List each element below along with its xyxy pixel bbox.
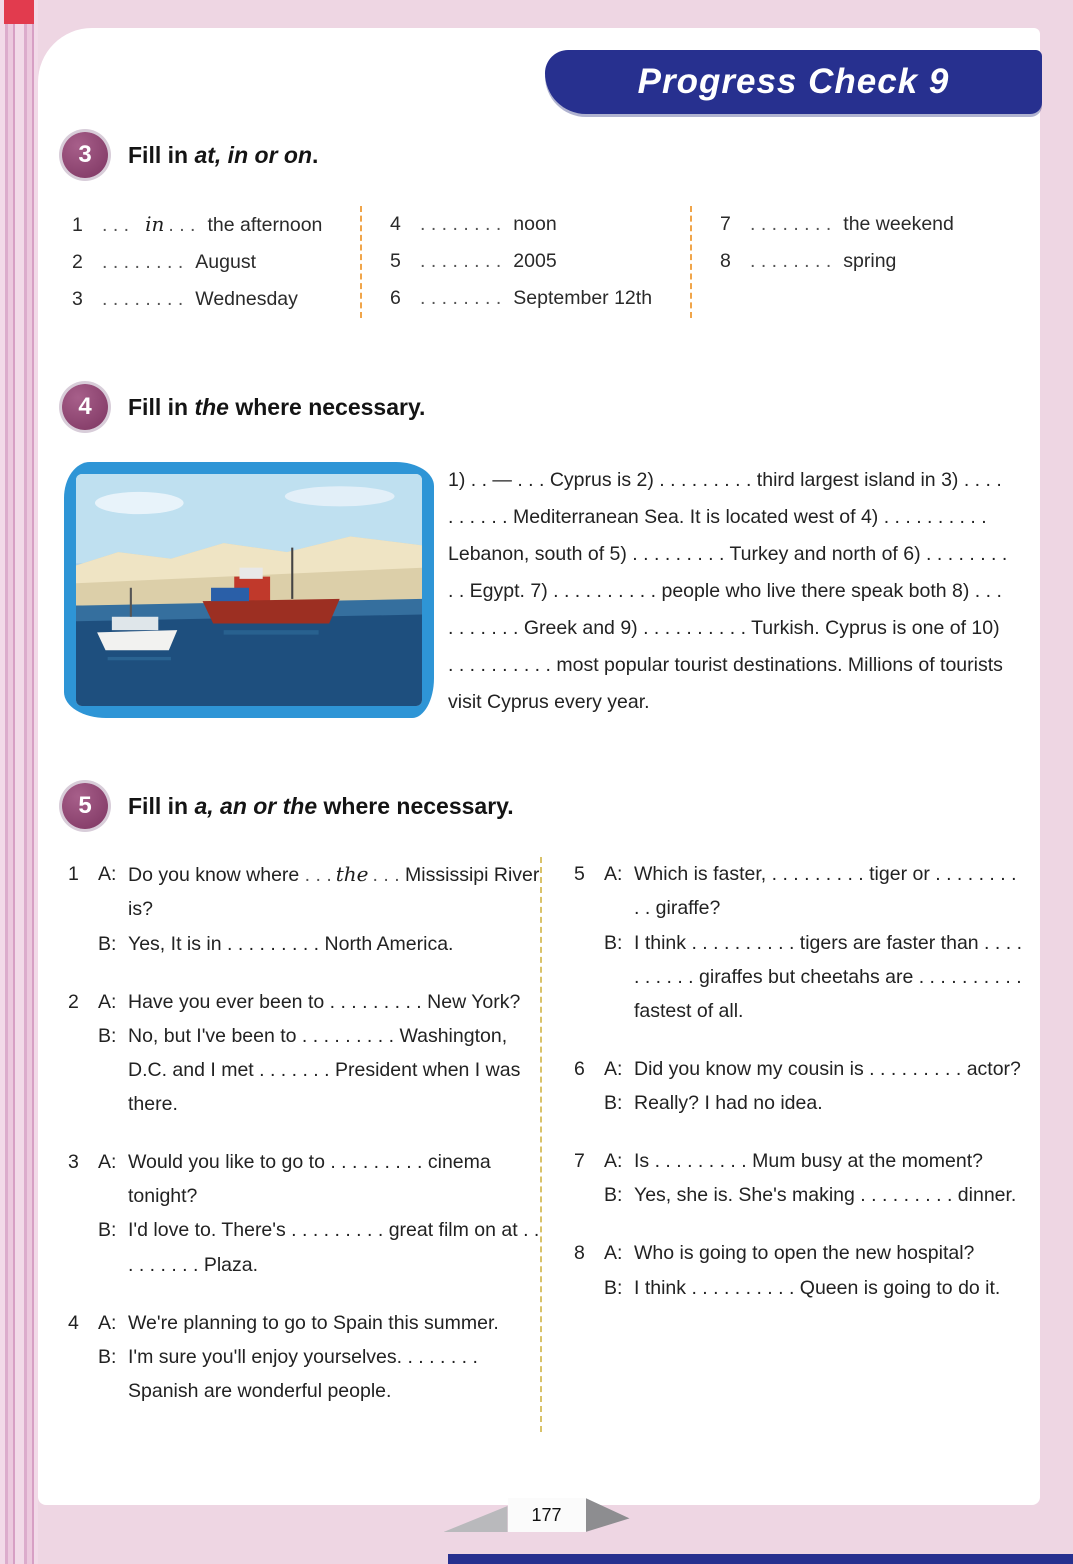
item-number: 8	[574, 1242, 585, 1265]
title-text: where necessary.	[228, 393, 426, 420]
dialogue-text: I'm sure you'll enjoy yourselves. . . . . . . . Spanish are wonderful people.	[128, 1345, 478, 1402]
speaker-label: B:	[98, 1024, 117, 1047]
banner-title: Progress Check 9	[637, 62, 950, 101]
fill-item	[72, 206, 360, 244]
page-footer	[0, 1498, 1073, 1532]
exercise-3-column-2	[360, 206, 690, 318]
bottom-navy-bar	[448, 1554, 1073, 1564]
blank-dots: . . . . . . . .	[420, 287, 502, 309]
speaker-label: A:	[604, 863, 623, 886]
speaker-label: B:	[98, 1219, 117, 1242]
page-number: 177	[508, 1498, 586, 1532]
cyprus-coast-photo	[76, 474, 422, 706]
dialogue-text: Yes, It is in . . . . . . . . . North America.	[128, 932, 454, 955]
speaker-label: B:	[604, 1092, 623, 1115]
dialogue-text: Have you ever been to . . . . . . . . . New York?	[128, 990, 521, 1013]
exercise-4-title	[128, 394, 425, 421]
fill-item	[390, 280, 690, 317]
dialogue-turn	[98, 927, 540, 961]
exercise-5-right-column	[540, 857, 1026, 1432]
dialogue-text: We're planning to go to Spain this summer.	[128, 1311, 499, 1334]
speaker-label: A:	[98, 863, 117, 886]
dialogue-item	[68, 985, 540, 1122]
dialogue-turns	[98, 857, 540, 960]
exercise-3-header	[62, 132, 1040, 178]
item-number: 8	[720, 250, 731, 272]
speaker-label: B:	[604, 1276, 623, 1299]
dialogue-item	[574, 857, 1026, 1028]
item-number: 6	[574, 1057, 585, 1080]
title-text: .	[312, 141, 319, 168]
dialogue-text: No, but I've been to . . . . . . . . . Washington, D.C. and I met . . . . . . . President when I was there.	[128, 1024, 521, 1116]
dialogue-item	[68, 857, 540, 960]
title-italic-text: at, in or on	[194, 141, 313, 168]
dialogue-turn	[604, 1236, 1026, 1270]
dialogue-turn	[604, 1271, 1026, 1305]
blank-dots: . . . . . . . .	[420, 250, 502, 272]
dialogue-text: Would you like to go to . . . . . . . . . cinema tonight?	[128, 1151, 491, 1208]
item-number: 5	[390, 250, 401, 272]
exercise-4-body	[64, 462, 1014, 721]
footer-left-shape	[444, 1506, 508, 1532]
item-number: 5	[574, 863, 585, 886]
title-text: Fill in	[128, 792, 195, 819]
dialogue-text: I think . . . . . . . . . . Queen is going to do it.	[634, 1276, 1001, 1299]
item-number: 2	[72, 251, 83, 273]
speaker-label: B:	[604, 931, 623, 954]
blank-dots: . . .	[102, 214, 130, 236]
dialogue-turns	[604, 1144, 1026, 1212]
dialogue-turn	[604, 926, 1026, 1028]
item-text: the weekend	[843, 213, 954, 235]
title-italic-text: a, an or the	[194, 792, 318, 819]
dialogue-turn	[98, 985, 540, 1019]
dialogue-text: I'd love to. There's . . . . . . . . . great film on at . . . . . . . . . Plaza.	[128, 1219, 540, 1276]
exercise-4-header	[62, 384, 1040, 430]
dialogue-turns	[98, 985, 540, 1122]
spine-red-block	[4, 0, 34, 24]
speaker-label: A:	[98, 1151, 117, 1174]
speaker-label: A:	[98, 990, 117, 1013]
speaker-label: B:	[98, 932, 117, 955]
item-number: 7	[720, 213, 731, 235]
item-number: 4	[390, 213, 401, 235]
title-text: where necessary.	[317, 792, 514, 819]
dialogue-turns	[604, 857, 1026, 1028]
blank-dots: . . .	[372, 864, 400, 887]
item-text: spring	[843, 250, 897, 272]
item-number: 6	[390, 287, 401, 309]
speaker-label: A:	[604, 1150, 623, 1173]
speaker-label: B:	[604, 1184, 623, 1207]
dialogue-turn	[98, 1340, 540, 1408]
dialogue-turn	[98, 1306, 540, 1340]
blank-dots: . . . . . . . .	[102, 288, 184, 310]
dialogue-turn	[98, 857, 540, 926]
fill-item	[72, 244, 360, 281]
item-text: the afternoon	[207, 214, 323, 236]
exercise-5-items	[68, 857, 1026, 1432]
dialogue-text: Which is faster, . . . . . . . . . tiger or . . . . . . . . . . giraffe?	[634, 863, 1017, 920]
exercise-3-title	[128, 142, 318, 169]
blank-dots: . . . . . . . .	[102, 251, 184, 273]
dialogue-turn	[604, 1144, 1026, 1178]
footer-arrow-shape	[586, 1498, 630, 1532]
item-number: 3	[72, 288, 83, 310]
item-number: 7	[574, 1150, 585, 1173]
blank-dots: . . .	[304, 864, 332, 887]
dialogue-turns	[98, 1306, 540, 1408]
title-text: Fill in	[128, 393, 195, 420]
speaker-label: A:	[98, 1311, 117, 1334]
dialogue-turn	[604, 1178, 1026, 1212]
item-text: 2005	[513, 250, 557, 272]
item-number: 4	[68, 1311, 79, 1334]
fill-item	[720, 206, 1030, 243]
dialogue-turns	[604, 1052, 1026, 1120]
fill-item	[390, 206, 690, 243]
dialogue-item	[68, 1145, 540, 1282]
dialogue-turn	[98, 1145, 540, 1213]
exercise-4-badge: 4	[62, 384, 108, 430]
speaker-label: A:	[604, 1057, 623, 1080]
blank-dots: . . . . . . . .	[750, 213, 832, 235]
exercise-5-header	[62, 783, 1040, 829]
dialogue-text	[128, 857, 540, 926]
fill-item	[72, 281, 360, 318]
exercise-4	[38, 384, 1040, 721]
dialogue-text: Is . . . . . . . . . Mum busy at the moment?	[634, 1150, 983, 1173]
speaker-label: B:	[98, 1345, 117, 1368]
page-spine-stripes	[0, 0, 38, 1564]
speaker-label: A:	[604, 1242, 623, 1265]
dialogue-text: Did you know my cousin is . . . . . . . . . actor?	[634, 1057, 1021, 1080]
dialogue-turn	[604, 1052, 1026, 1086]
dialogue-turn	[604, 857, 1026, 925]
item-text: September 12th	[513, 287, 653, 309]
dialogue-item	[574, 1144, 1026, 1212]
handwritten-answer: in	[145, 212, 165, 236]
item-number: 1	[72, 214, 83, 236]
dialogue-text: I think . . . . . . . . . . tigers are faster than . . . . . . . . . . giraffes but cheetahs are . . . . . . . . . . fastest of all.	[634, 931, 1022, 1022]
dialogue-turn	[98, 1213, 540, 1281]
exercise-4-paragraph: 1) . . — . . . Cyprus is 2) . . . . . . . . . third largest island in 3) . . . . . . . . . . Mediterranean Sea. It is located west of 4) . . . . . . . . . . Lebanon, south of 5) . . . . . . . . . Turkey and north of 6) . . . . . . . . . . Egypt. 7) . . . . . . . . . . people who live there speak both 8) . . . . . . . . . . Greek and 9) . . . . . . . . . . Turkish. Cyprus is one of 10) . . . . . . . . . . most popular tourist destinations. Millions of tourists visit Cyprus every year.	[448, 469, 1008, 714]
text-segment: Mississipi River is?	[128, 864, 540, 921]
item-text: noon	[513, 213, 557, 235]
dialogue-text: Who is going to open the new hospital?	[634, 1242, 975, 1265]
exercise-5	[38, 783, 1040, 1432]
dialogue-text: Really? I had no idea.	[634, 1092, 823, 1115]
exercise-3-column-3	[690, 206, 1030, 318]
handwritten-answer: the	[335, 862, 369, 887]
item-number: 1	[68, 863, 79, 886]
content-panel	[38, 28, 1040, 1505]
dialogue-turns	[604, 1236, 1026, 1304]
blank-dots: . . . . . . . .	[420, 213, 502, 235]
dialogue-text: Yes, she is. She's making . . . . . . . . . dinner.	[634, 1184, 1017, 1207]
dialogue-item	[574, 1052, 1026, 1120]
item-text: August	[195, 251, 256, 273]
exercise-3-items	[72, 206, 1030, 318]
dialogue-turn	[604, 1086, 1026, 1120]
exercise-3	[38, 132, 1040, 318]
fill-item	[720, 243, 1030, 280]
exercise-5-left-column	[68, 857, 540, 1432]
fill-item	[390, 243, 690, 280]
blank-dots: . . . . . . . .	[750, 250, 832, 272]
dialogue-turns	[98, 1145, 540, 1282]
exercise-3-badge: 3	[62, 132, 108, 178]
exercise-3-column-1	[72, 206, 360, 318]
dialogue-item	[574, 1236, 1026, 1304]
title-text: Fill in	[128, 141, 195, 168]
progress-check-banner	[545, 50, 1042, 114]
photo-frame	[64, 462, 434, 718]
exercise-5-title	[128, 793, 514, 820]
title-italic-text: the	[194, 393, 229, 420]
dialogue-turn	[98, 1019, 540, 1121]
item-number: 2	[68, 990, 79, 1013]
exercise-5-badge: 5	[62, 783, 108, 829]
item-number: 3	[68, 1151, 79, 1174]
blank-dots: . . .	[168, 214, 196, 236]
item-text: Wednesday	[195, 288, 298, 310]
dialogue-item	[68, 1306, 540, 1408]
text-segment: Do you know where	[128, 864, 305, 887]
